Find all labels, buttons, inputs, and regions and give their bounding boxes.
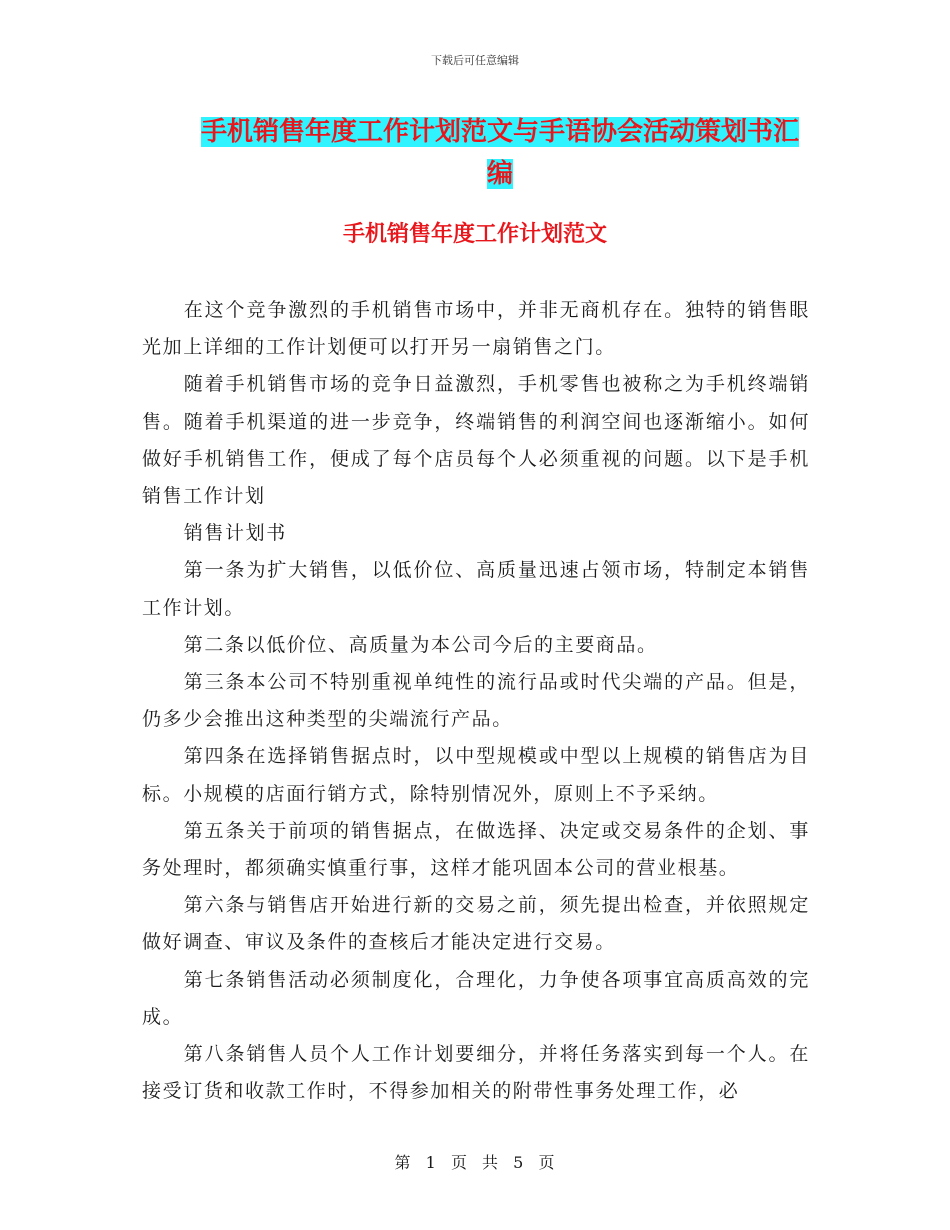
footer-prefix: 第 (394, 1153, 412, 1172)
current-page-number: 1 (425, 1153, 437, 1172)
paragraph: 第四条在选择销售据点时，以中型规模或中型以上规模的销售店为目标。小规模的店面行销方式，除特别情况外，原则上不予采纳。 (142, 745, 810, 805)
title-line-2: 编 (486, 159, 513, 189)
body-text (142, 292, 810, 1110)
total-pages-number: 5 (513, 1153, 525, 1172)
title-line-1: 手机销售年度工作计划范文与手语协会活动策划书汇 (200, 117, 799, 147)
paragraph: 销售计划书 (183, 522, 287, 545)
paragraph: 第二条以低价位、高质量为本公司今后的主要商品。 (183, 633, 658, 656)
page-footer (0, 1152, 950, 1174)
footer-page-label: 页 (450, 1153, 468, 1172)
paragraph: 第八条销售人员个人工作计划要细分，并将任务落实到每一个人。在接受订货和收款工作时，不得参加相关的附带性事务处理工作，必 (142, 1043, 810, 1103)
paragraph: 在这个竞争激烈的手机销售市场中，并非无商机存在。独特的销售眼光加上详细的工作计划便可以打开另一扇销售之门。 (142, 299, 810, 359)
paragraph: 第一条为扩大销售，以低价位、高质量迅速占领市场，特制定本销售工作计划。 (142, 559, 810, 619)
paragraph: 第五条关于前项的销售据点，在做选择、决定或交易条件的企划、事务处理时，都须确实慎重行事，这样才能巩固本公司的营业根基。 (142, 819, 810, 880)
paragraph: 第七条销售活动必须制度化，合理化，力争使各项事宜高质高效的完成。 (142, 968, 810, 1028)
footer-total-label: 共 (482, 1153, 500, 1172)
document-title (194, 111, 806, 195)
paragraph: 第三条本公司不特别重视单纯性的流行品或时代尖端的产品。但是，仍多少会推出这种类型的尖端流行产品。 (142, 671, 810, 731)
footer-suffix: 页 (538, 1153, 556, 1172)
paragraph: 随着手机销售市场的竞争日益激烈，手机零售也被称之为手机终端销售。随着手机渠道的进一步竞争，终端销售的利润空间也逐渐缩小。如何做好手机销售工作，便成了每个店员每个人必须重视的问题。以下是手机销售工作计划 (142, 373, 810, 508)
header-note: 下载后可任意编辑 (431, 54, 519, 67)
section-title: 手机销售年度工作计划范文 (342, 222, 607, 247)
paragraph: 第六条与销售店开始进行新的交易之前，须先提出检查，并依照规定做好调查、审议及条件的查核后才能决定进行交易。 (142, 894, 810, 954)
